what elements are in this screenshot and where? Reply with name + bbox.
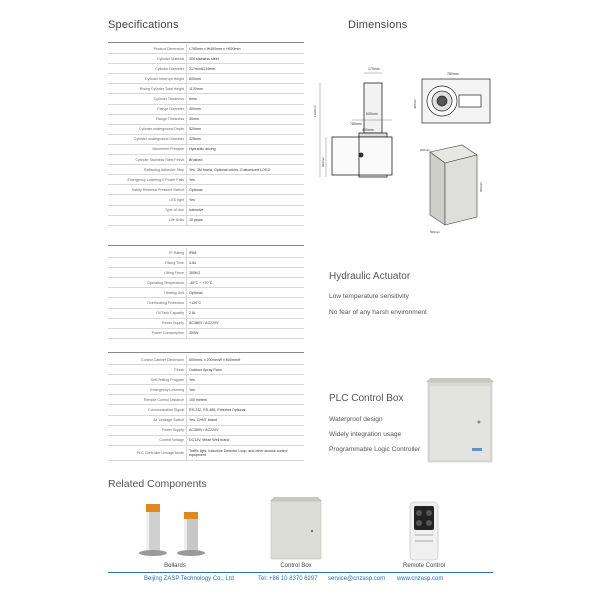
spec-value: 300W: [187, 328, 305, 338]
spec-value: 1120mm: [187, 84, 305, 94]
spec-row: [108, 405, 304, 415]
spec-value: Yes: [187, 195, 305, 205]
hydraulic-heading: Hydraulic Actuator: [329, 271, 411, 282]
dimensions-heading: Dimensions: [348, 19, 408, 31]
spec-table-control-box: [108, 355, 304, 461]
dim-top-width: 170mm: [368, 67, 380, 71]
spec-row: [108, 258, 304, 268]
spec-key: Flange Thickness: [108, 114, 187, 124]
hydraulic-feature-2: No fear of any harsh environment: [329, 309, 427, 316]
spec-value: Yes: [187, 175, 305, 185]
spec-value: DC12V, Mean Well brand: [187, 435, 305, 445]
spec-row: [108, 288, 304, 298]
spec-value: Yes, CHNT brand: [187, 415, 305, 425]
spec-key: Safety Reversal Pressure Switch: [108, 185, 187, 195]
spec-key: Overheating Protection: [108, 298, 187, 308]
bollard-top-view: [422, 79, 490, 123]
spec-key: Cylinder Thickness: [108, 94, 187, 104]
spec-row: [108, 124, 304, 134]
footer-tel: Tel: +86 10 8370 6297: [258, 576, 318, 582]
spec-value: Yes: [187, 375, 305, 385]
spec-row: [108, 205, 304, 215]
spec-key: Flange Diameter: [108, 104, 187, 114]
spec-row: [108, 134, 304, 144]
spec-key: Control Cabinet Dimension: [108, 355, 187, 365]
spec-value: 600mm: [187, 74, 305, 84]
spec-value: RS-232, RS-485, Ethernet Optional: [187, 405, 305, 415]
spec-value: 500mmL x 200mmW x 600mmH: [187, 355, 305, 365]
spec-value: -40°C ~ +70°C: [187, 278, 305, 288]
spec-row: [108, 114, 304, 124]
spec-key: Rising Time: [108, 258, 187, 268]
spec-value: 400mm: [187, 104, 305, 114]
spec-value: Intensive: [187, 205, 305, 215]
spec-key: Power Supply: [108, 318, 187, 328]
spec-value: 217mm&219mm: [187, 64, 305, 74]
dim-right-depth: 400mm: [413, 98, 417, 109]
table-3-rule: [108, 352, 304, 353]
hydraulic-feature-1: Low temperature sensitivity: [329, 293, 409, 300]
bollards-image: [132, 496, 218, 558]
spec-table-product: [108, 44, 304, 226]
spec-row: [108, 415, 304, 425]
spec-row: [108, 74, 304, 84]
spec-row: [108, 215, 304, 225]
plc-box-image: [424, 378, 496, 464]
dim-box-depth: 200mm: [420, 148, 431, 152]
spec-row: [108, 185, 304, 195]
spec-key: Cylinder Diameter: [108, 64, 187, 74]
specifications-heading: Specifications: [108, 19, 179, 31]
spec-key: Communication Signal: [108, 405, 187, 415]
dim-left-total: 1120mm: [313, 105, 317, 117]
dim-box-width: 500mm: [430, 230, 441, 234]
spec-row: [108, 425, 304, 435]
spec-value: 2.6L: [187, 308, 305, 318]
plc-feature-1: Waterproof design: [329, 416, 383, 423]
spec-key: Control Voltage: [108, 435, 187, 445]
spec-row: [108, 54, 304, 64]
spec-row: [108, 64, 304, 74]
spec-row: [108, 318, 304, 328]
spec-value: AC380V / AC220V: [187, 318, 305, 328]
plc-heading: PLC Control Box: [329, 393, 404, 404]
spec-key: Life Units: [108, 215, 187, 225]
spec-value: +120°C: [187, 298, 305, 308]
spec-key: Cylinder Stainless Steel Finish: [108, 155, 187, 165]
spec-key: Movement Principle: [108, 144, 187, 154]
bollards-caption: Bollards: [164, 563, 186, 569]
plc-feature-3: Programmable Logic Controller: [329, 446, 421, 453]
footer-rule: [108, 572, 493, 573]
spec-key: Oil Tank Capacity: [108, 308, 187, 318]
spec-row: [108, 365, 304, 375]
spec-row: [108, 445, 304, 460]
spec-value: 6mm: [187, 94, 305, 104]
spec-key: IP Rating: [108, 248, 187, 258]
spec-key: Rising Cylinder Total Height: [108, 84, 187, 94]
spec-row: [108, 328, 304, 338]
dimensions-drawing: [312, 55, 502, 245]
dim-flange: 400mm: [362, 128, 374, 132]
spec-key: Type of Use: [108, 205, 187, 215]
spec-row: [108, 435, 304, 445]
spec-value: Optional: [187, 288, 305, 298]
spec-row: [108, 298, 304, 308]
dim-right-width: 780mm: [447, 72, 459, 76]
spec-key: Power Consumption: [108, 328, 187, 338]
spec-value: Yes: [187, 385, 305, 395]
spec-value: Optional: [187, 185, 305, 195]
dim-base-width: 780mm: [350, 122, 362, 126]
spec-key: Product Dimension: [108, 44, 187, 54]
spec-row: [108, 308, 304, 318]
spec-key: Remote Control Distance: [108, 395, 187, 405]
spec-value: AC380V / AC220V: [187, 425, 305, 435]
spec-key: Heating Unit: [108, 288, 187, 298]
spec-value: 30mm: [187, 114, 305, 124]
spec-row: [108, 94, 304, 104]
spec-key: Operating Temperature: [108, 278, 187, 288]
spec-row: [108, 268, 304, 278]
spec-row: [108, 144, 304, 154]
spec-value: Brushed: [187, 155, 305, 165]
spec-row: [108, 165, 304, 175]
spec-key: Power Supply: [108, 425, 187, 435]
spec-value: 304 stainless steel: [187, 54, 305, 64]
spec-key: Cylinder Material: [108, 54, 187, 64]
control-box-image: [268, 497, 324, 561]
spec-row: [108, 104, 304, 114]
spec-value: 325mm: [187, 134, 305, 144]
dim-cyl-height: 600mm: [366, 112, 378, 116]
spec-value: Hydraulic driving: [187, 144, 305, 154]
dim-left-lower: 920mm: [321, 156, 325, 167]
spec-row: [108, 375, 304, 385]
control-box-iso: [430, 145, 477, 225]
control-box-caption: Control Box: [280, 563, 312, 569]
spec-row: [108, 395, 304, 405]
table-2-rule: [108, 245, 304, 246]
spec-row: [108, 44, 304, 54]
spec-value: Outdoor Spray Paint: [187, 365, 305, 375]
table-1-rule: [108, 42, 304, 43]
related-heading: Related Components: [108, 478, 207, 490]
spec-value: 10 years: [187, 215, 305, 225]
remote-control-image: [404, 500, 444, 562]
spec-value: Yes, 3M brand, Optional colors, Customized LOGO: [187, 165, 305, 175]
spec-row: [108, 195, 304, 205]
spec-key: Lifting Force: [108, 268, 187, 278]
spec-value: 300KG: [187, 268, 305, 278]
spec-row: [108, 248, 304, 258]
remote-control-caption: Remote Control: [402, 563, 446, 569]
spec-row: [108, 84, 304, 94]
spec-key: PLC Controller Linkage Mode: [108, 445, 187, 460]
spec-key: Finish: [108, 365, 187, 375]
spec-value: Traffic light, Inductive Detector Loop, and other access control equipment: [187, 445, 305, 460]
spec-value: IP68: [187, 248, 305, 258]
spec-key: Emergency Lowering: [108, 385, 187, 395]
spec-value: 3-6s: [187, 258, 305, 268]
spec-key: Emergency Lowering If Power Fails: [108, 175, 187, 185]
footer-email[interactable]: service@cnzasp.com: [328, 576, 386, 582]
spec-key: Cylinder underground Diameter: [108, 134, 187, 144]
spec-key: Cylinder Interrupt Height: [108, 74, 187, 84]
spec-value: 520mm: [187, 124, 305, 134]
dim-box-height: 600mm: [479, 181, 483, 192]
spec-row: [108, 355, 304, 365]
spec-key: Self-Testing Program: [108, 375, 187, 385]
footer-website[interactable]: www.cnzasp.com: [397, 576, 444, 582]
spec-value: L780mm x W400mm x H920mm: [187, 44, 305, 54]
footer-company: Beijing ZASP Technology Co., Ltd: [144, 576, 234, 582]
spec-table-hydraulic: [108, 248, 304, 339]
spec-key: Reflecting Adhesive Strip: [108, 165, 187, 175]
spec-value: 100 meters: [187, 395, 305, 405]
spec-row: [108, 175, 304, 185]
spec-key: LED light: [108, 195, 187, 205]
spec-key: Cylinder underground Depth: [108, 124, 187, 134]
spec-row: [108, 385, 304, 395]
spec-row: [108, 278, 304, 288]
plc-feature-2: Widely integration usage: [329, 431, 402, 438]
spec-row: [108, 155, 304, 165]
spec-key: Air Leakage Switch: [108, 415, 187, 425]
